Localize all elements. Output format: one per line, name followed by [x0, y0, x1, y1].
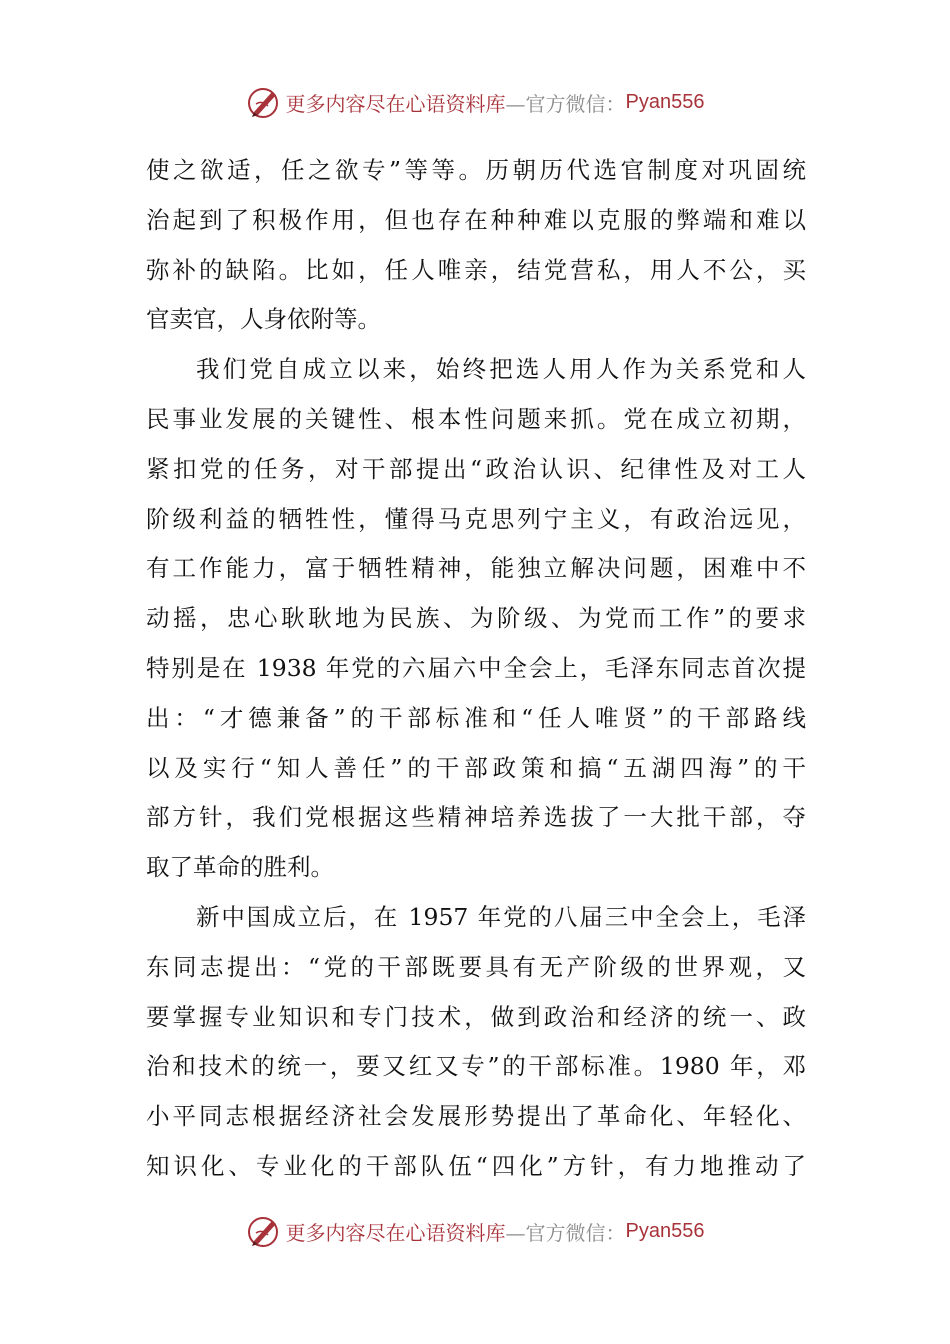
text-line: 出：“才德兼备”的干部标准和“任人唯贤”的干部路线: [146, 703, 806, 732]
header-banner: [0, 82, 950, 122]
text-line: 治起到了积极作用，但也存在种种难以克服的弊端和难以: [146, 205, 806, 234]
footer-site-name: 更多内容尽在心语资料库: [285, 1220, 506, 1245]
footer-separator: —官方微信：: [505, 1220, 626, 1245]
text-line: 治和技术的统一，要又红又专”的干部标准。1980 年，邓: [146, 1052, 806, 1081]
text-line: 官卖官，人身依附等。: [146, 305, 381, 334]
text-line: 取了革命的胜利。: [146, 853, 334, 882]
document-body: [146, 146, 806, 1192]
text-line: 有工作能力，富于牺牲精神，能独立解决问题，困难中不: [146, 554, 806, 583]
header-separator: —官方微信：: [505, 91, 626, 116]
text-line: 部方针，我们党根据这些精神培养选拔了一大批干部，夺: [146, 803, 806, 832]
text-line: 民事业发展的关键性、根本性问题来抓。党在成立初期，: [146, 404, 806, 433]
text-line: 以及实行“知人善任”的干部政策和搞“五湖四海”的干: [146, 753, 806, 782]
text-line: 特别是在 1938 年党的六届六中全会上，毛泽东同志首次提: [146, 653, 806, 682]
text-line: 紧扣党的任务，对干部提出“政治认识、纪律性及对工人: [146, 454, 806, 483]
text-line: 知识化、专业化的干部队伍“四化”方针，有力地推动了: [146, 1151, 806, 1180]
text-line: 阶级利益的牺牲性，懂得马克思列宁主义，有政治远见，: [146, 504, 806, 533]
text-line: 东同志提出：“党的干部既要具有无产阶级的世界观，又: [146, 952, 806, 981]
text-line: 动摇，忠心耿耿地为民族、为阶级、为党而工作”的要求: [146, 604, 806, 633]
header-wechat-id: Pyan556: [625, 90, 705, 113]
text-line: 新中国成立后，在 1957 年党的八届三中全会上，毛泽: [196, 902, 806, 931]
text-line: 弥补的缺陷。比如，任人唯亲，结党营私，用人不公，买: [146, 255, 806, 284]
text-line: 小平同志根据经济社会发展形势提出了革命化、年轻化、: [146, 1102, 806, 1131]
pen-logo-icon: [246, 84, 282, 120]
pen-logo-icon: [246, 1213, 282, 1249]
header-site-name: 更多内容尽在心语资料库: [285, 91, 506, 116]
text-line: 使之欲适，任之欲专”等等。历朝历代选官制度对巩固统: [146, 156, 806, 184]
footer-banner: [0, 1211, 950, 1251]
footer-wechat-id: Pyan556: [625, 1219, 705, 1242]
text-line: 要掌握专业知识和专门技术，做到政治和经济的统一、政: [146, 1002, 806, 1031]
text-line: 我们党自成立以来，始终把选人用人作为关系党和人: [196, 355, 806, 384]
